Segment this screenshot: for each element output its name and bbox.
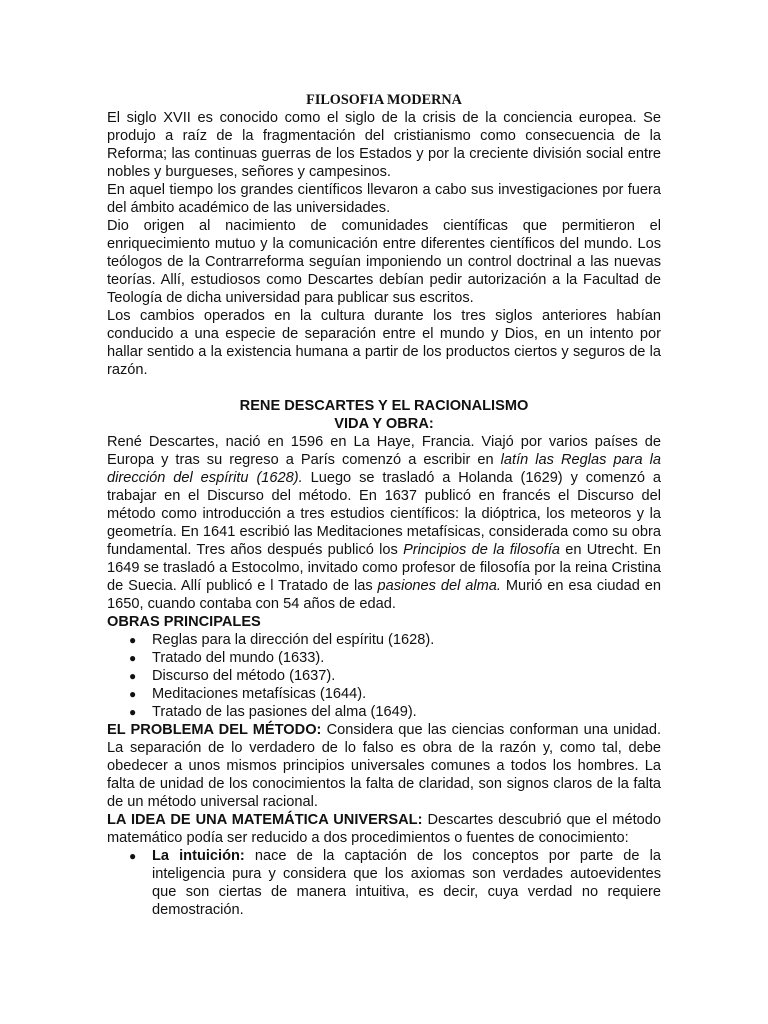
- bullet-icon: ●: [129, 651, 137, 665]
- biography-italic-reglas: latín las Reglas para la dirección del espíritu (1628).: [107, 452, 662, 486]
- biography-text: Murió en esa ciudad en 1650, cuando contaba con 54 años de edad.: [107, 578, 661, 612]
- intro-paragraph-1: El siglo XVII es conocido como el siglo de la crisis de la conciencia europea. Se produjo a raíz de la fragmentación del cristianismo como consecuencia de la Reforma; las continuas guerras de los Estados y por la creciente división social entre nobles y burgueses, señores y campesinos.: [107, 110, 661, 180]
- biography-paragraph: [107, 433, 661, 613]
- list-item: [107, 667, 661, 685]
- list-item-text: Tratado del mundo (1633).: [152, 650, 325, 666]
- biography-text: Luego se trasladó a Holanda (1629) y comenzó a trabajar en el Discurso del método. En 1637 publicó en francés el Discurso del método como introducción a tres estudios científicos: la dióptrica, los meteoros y la geometría. En 1641 escribió las Meditaciones metafísicas, considerada como su obra fundamental. Tres años después publicó los: [107, 470, 662, 558]
- matematica-paragraph: [107, 811, 661, 847]
- bullet-icon: ●: [129, 669, 137, 683]
- biography-text: en Utrecht. En 1649 se trasladó a Estocolmo, invitado como profesor de filosofía por la reina Cristina de Suecia. Allí publicó e l Tratado de las: [107, 542, 661, 594]
- list-item-text: Meditaciones metafísicas (1644).: [152, 686, 367, 702]
- list-item: [107, 649, 661, 667]
- biography-italic-principios: Principios de la filosofía: [403, 542, 561, 558]
- document-body: [107, 91, 661, 919]
- intro-paragraph-2: En aquel tiempo los grandes científicos llevaron a cabo sus investigaciones por fuera del ámbito académico de las universidades.: [107, 182, 661, 216]
- biography-italic-pasiones: pasiones del alma.: [377, 578, 501, 594]
- obras-heading: OBRAS PRINCIPALES: [107, 614, 261, 630]
- list-item-text: Tratado de las pasiones del alma (1649).: [152, 704, 417, 720]
- bullet-icon: ●: [129, 849, 137, 863]
- obras-list: [107, 631, 661, 721]
- biography-text: René Descartes, nació en 1596 en La Haye, Francia. Viajó por varios países de Europa y tras su regreso a París comenzó a escribir en: [107, 434, 661, 468]
- intuicion-label: La intuición:: [152, 848, 245, 864]
- procedimientos-list: [107, 847, 661, 919]
- intro-paragraph-3: Dio origen al nacimiento de comunidades científicas que permitieron el enriquecimiento mutuo y la comunicación entre diferentes científicos del mundo. Los teólogos de la Contrarreforma seguían imponiendo un control doctrinal a las nuevas teorías. Allí, estudiosos como Descartes debían pedir autorización a la Facultad de Teología de dicha universidad para publicar sus escritos.: [107, 218, 661, 306]
- intuicion-text: nace de la captación de los conceptos por parte de la inteligencia pura y considera que los axiomas son verdades autoevidentes que son ciertas de manera intuitiva, es decir, cuya verdad no requiere demostración.: [152, 848, 661, 918]
- section-title-vida-obra: VIDA Y OBRA:: [334, 416, 434, 432]
- list-item-text: Reglas para la dirección del espíritu (1628).: [152, 632, 435, 648]
- list-item-text: Discurso del método (1637).: [152, 668, 336, 684]
- metodo-text: Considera que las ciencias conforman una unidad. La separación de lo verdadero de lo falso es obra de la razón y, como tal, debe obedecer a unos mismos principios universales comunes a todos los hombres. La falta de unidad de los conocimientos la falta de claridad, son signos claros de la falta de un método universal racional.: [107, 722, 661, 810]
- document-title: FILOSOFIA MODERNA: [306, 92, 462, 108]
- bullet-icon: ●: [129, 633, 137, 647]
- bullet-icon: ●: [129, 687, 137, 701]
- metodo-label: EL PROBLEMA DEL MÉTODO:: [107, 722, 322, 738]
- list-item: [107, 847, 661, 919]
- intro-paragraph-4: Los cambios operados en la cultura durante los tres siglos anteriores habían conducido a una especie de separación entre el mundo y Dios, en un intento por hallar sentido a la existencia humana a partir de los productos ciertos y seguros de la razón.: [107, 308, 661, 378]
- section-spacer: [107, 379, 661, 397]
- bullet-icon: ●: [129, 705, 137, 719]
- list-item: [107, 685, 661, 703]
- section-title-descartes: RENE DESCARTES Y EL RACIONALISMO: [239, 398, 529, 414]
- metodo-paragraph: [107, 721, 661, 811]
- matematica-label: LA IDEA DE UNA MATEMÁTICA UNIVERSAL:: [107, 812, 423, 828]
- matematica-text: Descartes descubrió que el método matemático podía ser reducido a dos procedimientos o fuentes de conocimiento:: [107, 812, 661, 846]
- list-item: [107, 703, 661, 721]
- list-item: [107, 631, 661, 649]
